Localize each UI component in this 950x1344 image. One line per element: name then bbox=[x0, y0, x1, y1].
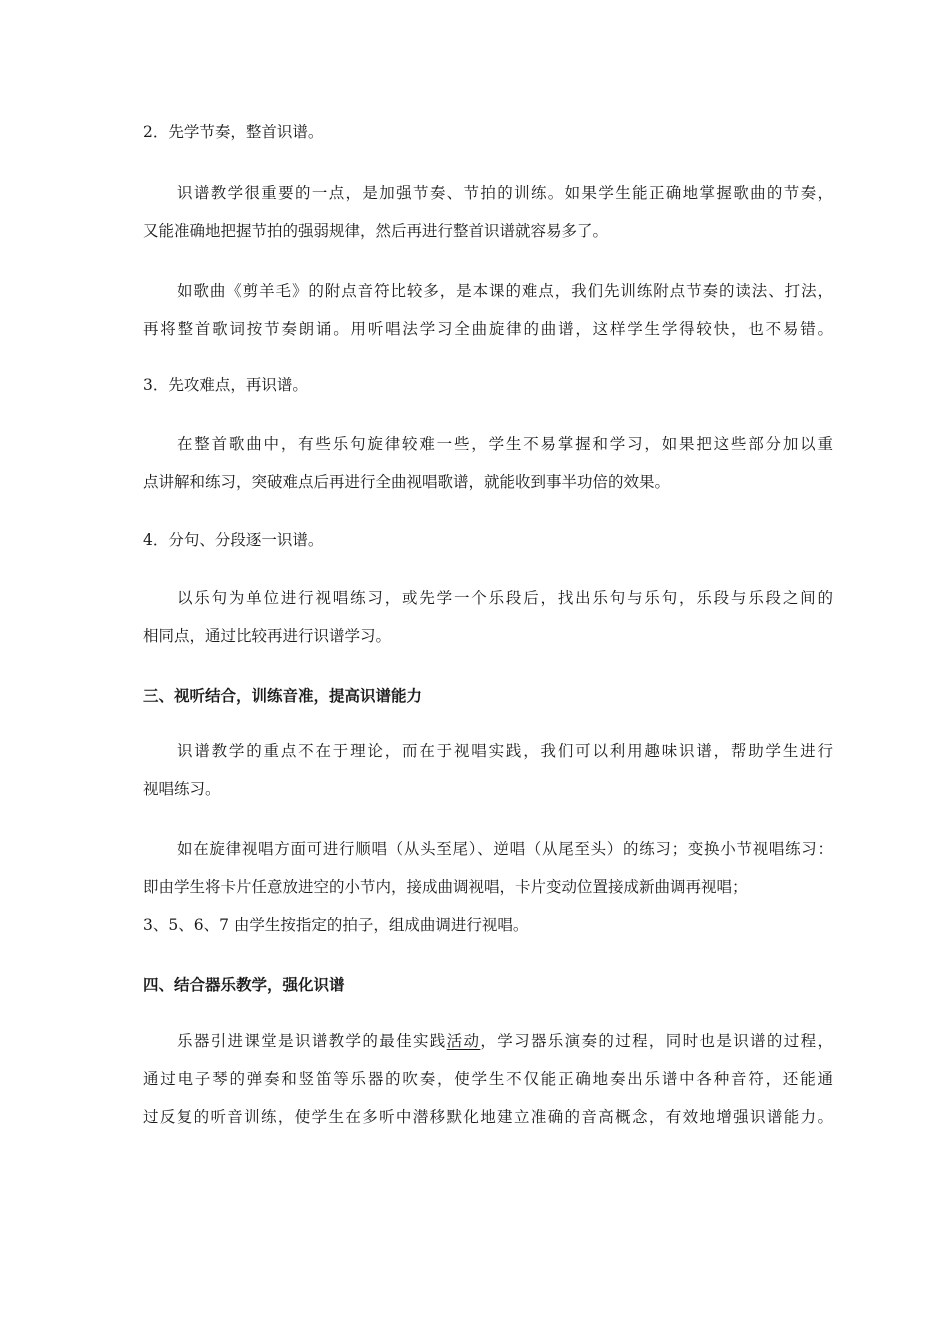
section-3-paragraph-2-line-1: 如在旋律视唱方面可进行顺唱（从头至尾）、逆唱（从尾至头）的练习；变换小节视唱练习： bbox=[177, 840, 833, 858]
section-3-paragraph-2-line-2: 即由学生将卡片任意放进空的小节内，接成曲调视唱，卡片变动位置接成新曲调再视唱； bbox=[143, 878, 748, 896]
item-2-paragraph-2-line-2: 再将整首歌词按节奏朗诵。用听唱法学习全曲旋律的曲谱，这样学生学得较快，也不易错。 bbox=[143, 320, 833, 338]
item-3-title: 3．先攻难点，再识谱。 bbox=[143, 376, 308, 394]
item-2-title: 2．先学节奏，整首识谱。 bbox=[143, 123, 324, 141]
section-4-paragraph-1-line-3: 过反复的听音训练，使学生在多听中潜移默化地建立准确的音高概念，有效地增强识谱能力。 bbox=[143, 1108, 833, 1126]
section-3-paragraph-2-line-3: 3、5、6、7 由学生按指定的拍子，组成曲调进行视唱。 bbox=[143, 916, 529, 934]
item-2-paragraph-1-line-2: 又能准确地把握节拍的强弱规律，然后再进行整首识谱就容易多了。 bbox=[143, 222, 609, 240]
section-3-paragraph-1-line-1: 识谱教学的重点不在于理论，而在于视唱实践，我们可以利用趣味识谱，帮助学生进行 bbox=[177, 742, 833, 760]
section-3-heading: 三、视听结合，训练音准，提高识谱能力 bbox=[143, 687, 423, 705]
section-4-text-after-link: ，学习器乐演奏的过程，同时也是识谱的过程， bbox=[480, 1032, 833, 1050]
item-4-title: 4．分句、分段逐一识谱。 bbox=[143, 531, 324, 549]
item-2-paragraph-1-line-1: 识谱教学很重要的一点，是加强节奏、节拍的训练。如果学生能正确地掌握歌曲的节奏， bbox=[177, 184, 833, 202]
item-4-paragraph-1-line-2: 相同点，通过比较再进行识谱学习。 bbox=[143, 627, 392, 645]
section-4-text-before-link: 乐器引进课堂是识谱教学的最佳实践 bbox=[177, 1032, 447, 1050]
section-4-paragraph-1-line-2: 通过电子琴的弹奏和竖笛等乐器的吹奏，使学生不仅能正确地奏出乐谱中各种音符，还能通 bbox=[143, 1070, 833, 1088]
item-3-paragraph-1-line-2: 点讲解和练习，突破难点后再进行全曲视唱歌谱，就能收到事半功倍的效果。 bbox=[143, 473, 671, 491]
section-3-paragraph-1-line-2: 视唱练习。 bbox=[143, 780, 221, 798]
item-3-paragraph-1-line-1: 在整首歌曲中，有些乐句旋律较难一些，学生不易掌握和学习，如果把这些部分加以重 bbox=[177, 435, 833, 453]
activity-link[interactable]: 活动 bbox=[446, 1032, 481, 1050]
item-2-paragraph-2-line-1: 如歌曲《剪羊毛》的附点音符比较多，是本课的难点，我们先训练附点节奏的读法、打法， bbox=[177, 282, 833, 300]
section-4-heading: 四、结合器乐教学，强化识谱 bbox=[143, 976, 345, 994]
item-4-paragraph-1-line-1: 以乐句为单位进行视唱练习，或先学一个乐段后，找出乐句与乐句，乐段与乐段之间的 bbox=[177, 589, 833, 607]
section-4-paragraph-1-line-1 bbox=[177, 1031, 833, 1051]
